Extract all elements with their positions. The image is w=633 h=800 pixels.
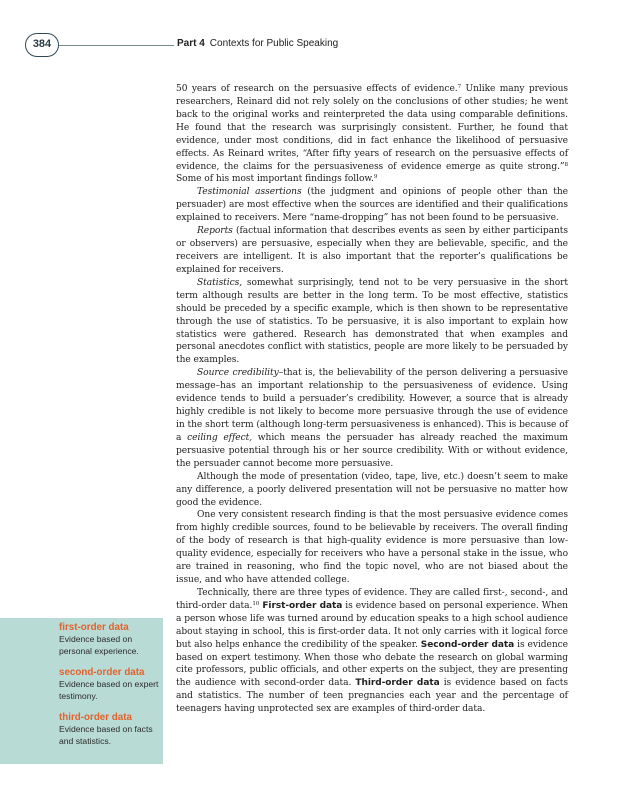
paragraph: 50 years of research on the persuasive effects of evidence.$^7$ Unlike many previous researchers, Reinard did not rely solely on the conclusions of other studies; he went back to the original works and reinterpreted the data using comparable definitions. He found that the research was surprisingly consistent. Further, he found that evidence, under most conditions, did in fact enhance the likelihood of persuasive effects. As Reinard writes, “After fifty years of research on the persuasive effects of evidence, the claims for the persuasiveness of evidence emerge as quite strong.”$^8$ Some of his most important findings follow.$^9$ <box>176 84 568 185</box>
endnote-ref: 7 <box>457 84 462 90</box>
endnote-ref: 8 <box>564 161 568 168</box>
glossary-term: second-order data <box>59 667 145 678</box>
paragraph-evidence-types: Technically, there are three types of evidence. They are called first-, second-, and third-order data.$^{10}$ First-order data is evidence based on personal experience. When a person whose life was turned around by education speaks to a high school audience about staying in school, this is first-order data. It not only carries with it logical force but also helps enhance the credibility of the speaker. Second-order data is evidence based on expert testimony. When those who debate the research on global warming cite professors, public officials, and other experts on the subject, they are presenting the audience with second-order data. Third-order data is evidence based on facts and statistics. The number of teen pregnancies each year and the percentage of teenagers having unprotected sex are examples of third-order data. <box>176 587 568 715</box>
glossary-definition: Evidence based on personal experience. <box>59 634 139 656</box>
term-ceiling-effect: ceiling effect, <box>187 432 253 443</box>
glossary-term: third-order data <box>59 712 132 723</box>
key-term-second-order: Second-order data <box>420 639 515 650</box>
glossary-term: first-order data <box>59 622 129 633</box>
glossary-definition: Evidence based on facts and statistics. <box>59 724 153 746</box>
part-title: Contexts for Public Speaking <box>209 38 339 49</box>
term-reports: Reports <box>197 226 233 237</box>
term-statistics: Statistics, <box>197 277 243 288</box>
glossary-sidebar <box>0 618 163 764</box>
term-source-credibility: Source credibility <box>197 368 279 379</box>
endnote-ref: 9 <box>373 174 378 181</box>
header-rule <box>59 45 174 46</box>
paragraph-statistics: Statistics, somewhat surprisingly, tend not to be very persuasive in the short term although results are better in the long term. To be most effective, statistics should be preceded by a specific example, which is then shown to be representative through the use of statistics. To be persuasive, it is also important to explain how statistics were gathered. Research has demonstrated that when examples and personal anecdotes conflict with statistics, people are more likely to be persuaded by the examples. <box>176 277 568 366</box>
paragraph: One very consistent research finding is that the most persuasive evidence comes from highly credible sources, found to be believable by receivers. The overall finding of the body of research is that high-quality evidence is more persuasive than low-quality evidence, especially for receivers who have a personal stake in the issue, who are trained in reasoning, who find the topic novel, who are not biased about the issue, and who have attended college. <box>176 510 568 586</box>
paragraph-testimonial: Testimonial assertions (the judgment and opinions of people other than the persuader) are most effective when the sources are identified and their qualifications explained to receivers. Mere “name-dropping” has not been found to be persuasive. <box>176 187 568 224</box>
endnote-ref: 10 <box>252 600 260 607</box>
key-term-first-order: First-order data <box>262 600 343 611</box>
body-text <box>176 83 568 716</box>
term-testimonial-assertions: Testimonial assertions <box>197 187 302 198</box>
key-term-third-order: Third-order data <box>355 678 440 689</box>
part-label: Part 4 <box>177 38 205 49</box>
paragraph-source-credibility: Source credibility–that is, the believability of the person delivering a persuasive message–has an important relationship to the persuasiveness of evidence. Using evidence tends to build a persuader’s credibility. However, a source that is already highly credible is not likely to become more persuasive through the use of evidence in the short term (although long-term persuasiveness is enhanced). This is because of a ceiling effect, which means the persuader has already reached the maximum persuasive potential through his or her source credibility. With or without evidence, the persuader cannot become more persuasive. <box>176 368 568 469</box>
running-head <box>177 38 338 49</box>
paragraph-reports: Reports (factual information that describes events as seen by either participants or observers) are persuasive, especially when they are believable, specific, and the receivers are intelligent. It is also important that the reporter’s qualifications be explained for receivers. <box>176 226 568 275</box>
paragraph: Although the mode of presentation (video, tape, live, etc.) doesn’t seem to make any difference, a poorly delivered presentation will not be persuasive no matter how good the evidence. <box>176 471 568 508</box>
glossary-definition: Evidence based on expert testimony. <box>59 679 159 701</box>
page-number: 384 <box>25 33 59 57</box>
